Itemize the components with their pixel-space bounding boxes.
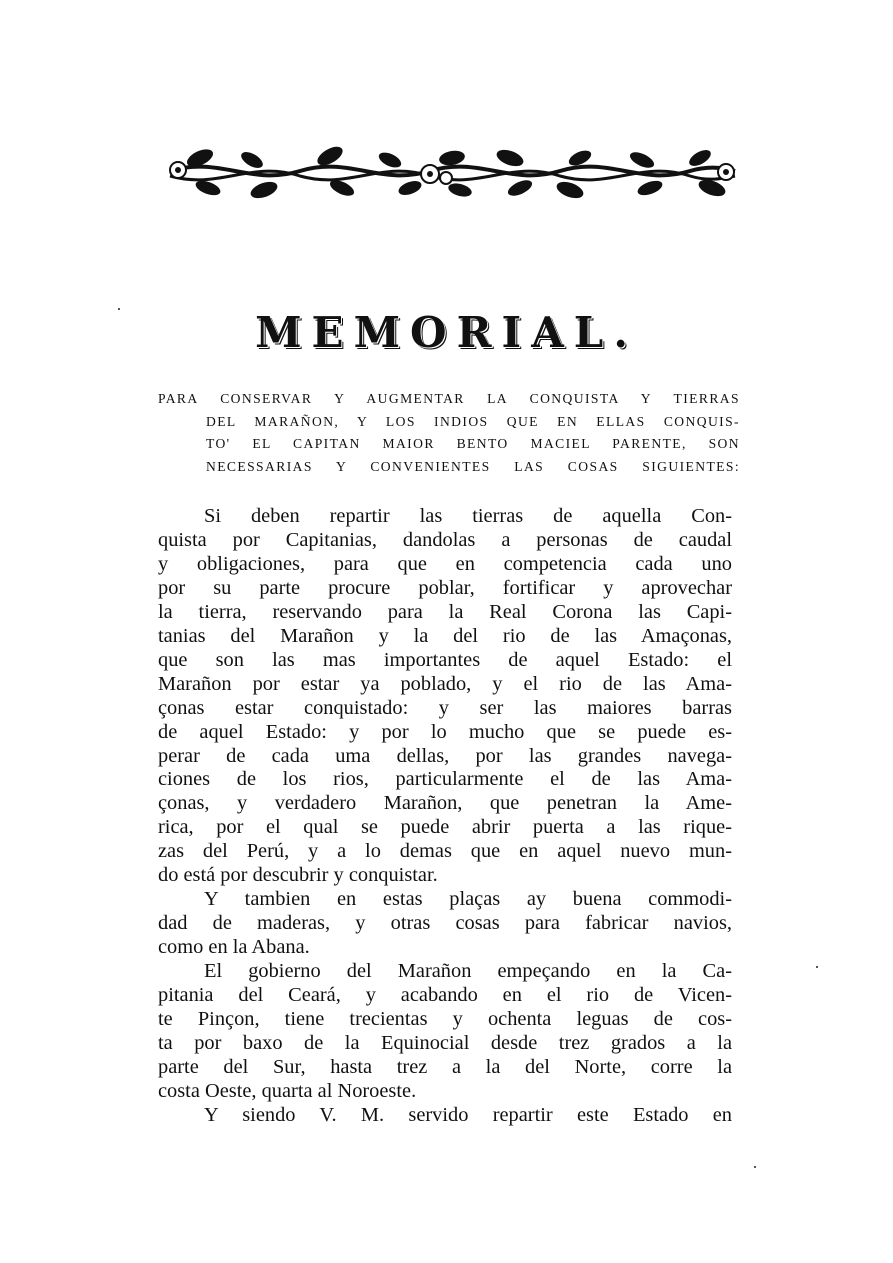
body-line: Marañon por estar ya poblado, y el rio de las Ama- xyxy=(158,672,732,695)
body-line: pitania del Ceará, y acabando en el rio de Vicen- xyxy=(158,984,732,1007)
body-line: perar de cada uma dellas, por las grandes navega- xyxy=(158,744,732,767)
body-text xyxy=(158,505,732,1128)
heading-line: NECESSARIAS Y CONVENIENTES LAS COSAS SIGUIENTES: xyxy=(206,458,740,474)
body-line: ta por baxo de la Equinocial desde trez grados a la xyxy=(158,1031,732,1054)
body-line: rica, por el qual se puede abrir puerta a las rique- xyxy=(158,816,732,839)
body-line: tanias del Marañon y la del rio de las Amaçonas, xyxy=(158,624,732,647)
page-title: MEMORIAL. xyxy=(255,308,638,357)
body-line: dad de maderas, y otras cosas para fabricar navios, xyxy=(158,912,732,935)
body-line: Si deben repartir las tierras de aquella Con- xyxy=(204,505,732,527)
body-line: çonas, y verdadero Marañon, que penetran la Ame- xyxy=(158,792,732,815)
body-line: como en la Abana. xyxy=(158,936,310,959)
body-line: ciones de los rios, particularmente el de las Ama- xyxy=(158,768,732,791)
body-line: la tierra, reservando para la Real Corona las Capi- xyxy=(158,600,732,623)
memorial-heading xyxy=(158,388,740,478)
floral-vine-ornament-icon xyxy=(160,138,742,204)
body-line: quista por Capitanias, dandolas a personas de caudal xyxy=(158,528,732,551)
body-line: çonas estar conquistado: y ser las maiores barras xyxy=(158,696,732,719)
body-line: te Pinçon, tiene trecientas y ochenta leguas de cos- xyxy=(158,1008,732,1031)
heading-line: PARA CONSERVAR Y AUGMENTAR LA CONQUISTA Y TIERRAS xyxy=(158,391,740,406)
body-line: por su parte procure poblar, fortificar y aprovechar xyxy=(158,576,732,599)
body-line: zas del Perú, y a lo demas que en aquel nuevo mun- xyxy=(158,840,732,863)
heading-line: DEL MARAÑON, Y LOS INDIOS QUE EN ELLAS CONQUIS- xyxy=(206,413,740,429)
paper-speck xyxy=(754,1166,756,1168)
body-line: Y siendo V. M. servido repartir este Estado en xyxy=(204,1103,732,1126)
body-line: y obligaciones, para que en competencia cada uno xyxy=(158,552,732,575)
body-line: do está por descubrir y conquistar. xyxy=(158,864,438,887)
body-line: El gobierno del Marañon empeçando en la Ca- xyxy=(204,960,732,983)
heading-line: TO' EL CAPITAN MAIOR BENTO MACIEL PARENTE, SON xyxy=(206,436,740,451)
body-line: parte del Sur, hasta trez a la del Norte, corre la xyxy=(158,1055,732,1078)
paper-speck xyxy=(118,308,120,310)
body-line: que son las mas importantes de aquel Estado: el xyxy=(158,648,732,671)
body-line: costa Oeste, quarta al Noroeste. xyxy=(158,1079,417,1102)
body-line: de aquel Estado: y por lo mucho que se puede es- xyxy=(158,720,732,743)
body-line: Y tambien en estas plaças ay buena commodi- xyxy=(204,888,732,911)
paper-speck xyxy=(816,966,818,968)
